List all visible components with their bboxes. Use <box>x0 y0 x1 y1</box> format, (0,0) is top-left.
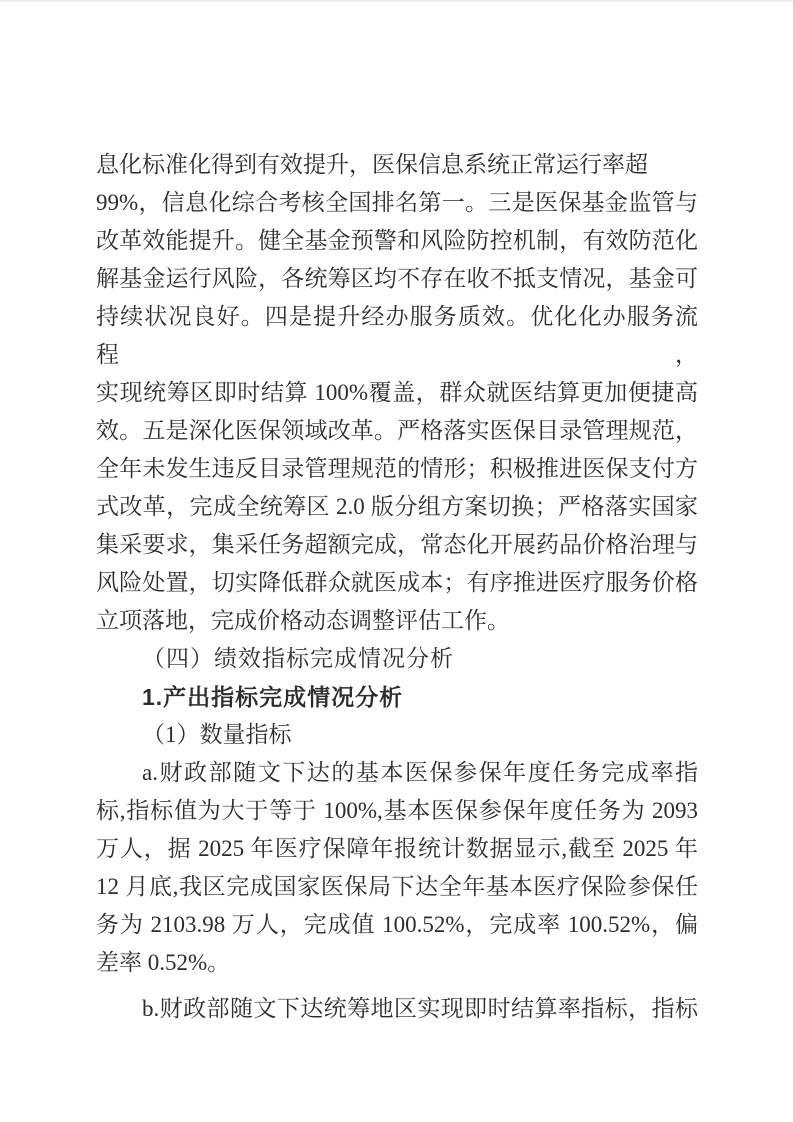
text-line: 式改革，完成全统筹区 2.0 版分组方案切换；严格落实国家 <box>96 494 698 519</box>
text-line: 立项落地，完成价格动态调整评估工作。 <box>96 608 510 633</box>
text-line: 99%，信息化综合考核全国排名第一。三是医保基金监管与 <box>96 190 698 215</box>
text-line: 改革效能提升。健全基金预警和风险防控机制，有效防范化 <box>96 228 698 253</box>
text-line: 效。五是深化医保领域改革。严格落实医保目录管理规范， <box>96 418 698 443</box>
text-line: 集采要求，集采任务超额完成，常态化开展药品价格治理与 <box>96 532 698 557</box>
text-line: 12 月底,我区完成国家医保局下达全年基本医疗保险参保任 <box>96 874 698 899</box>
text-line: 息化标准化得到有效提升，医保信息系统正常运行率超 <box>96 152 648 177</box>
text-line: 解基金运行风险，各统筹区均不存在收不抵支情况，基金可 <box>96 266 698 291</box>
text-line: （1）数量指标 <box>142 722 292 747</box>
text-line: 全年未发生违反目录管理规范的情形；积极推进医保支付方 <box>96 456 698 481</box>
text-line: 差率 0.52%。 <box>96 950 231 975</box>
text-line: 实现统筹区即时结算 100%覆盖，群众就医结算更加便捷高 <box>96 380 698 405</box>
text-line: 1.产出指标完成情况分析 <box>142 684 404 710</box>
text-line: 持续状况良好。四是提升经办服务质效。优化化办服务流程， <box>96 304 698 367</box>
text-line: 万人，据 2025 年医疗保障年报统计数据显示,截至 2025 年 <box>96 836 698 861</box>
text-line: a.财政部随文下达的基本医保参保年度任务完成率指 <box>142 760 698 785</box>
text-line: 务为 2103.98 万人，完成值 100.52%，完成率 100.52%，偏 <box>96 912 698 937</box>
text-line: 标,指标值为大于等于 100%,基本医保参保年度任务为 2093 <box>96 798 698 823</box>
text-line: 风险处置，切实降低群众就医成本；有序推进医疗服务价格 <box>96 570 698 595</box>
page-top-edge <box>0 0 793 2</box>
document-text-block <box>96 146 698 1028</box>
text-line: （四）绩效指标完成情况分析 <box>142 646 454 671</box>
text-line: b.财政部随文下达统筹地区实现即时结算率指标，指标 <box>142 996 698 1021</box>
